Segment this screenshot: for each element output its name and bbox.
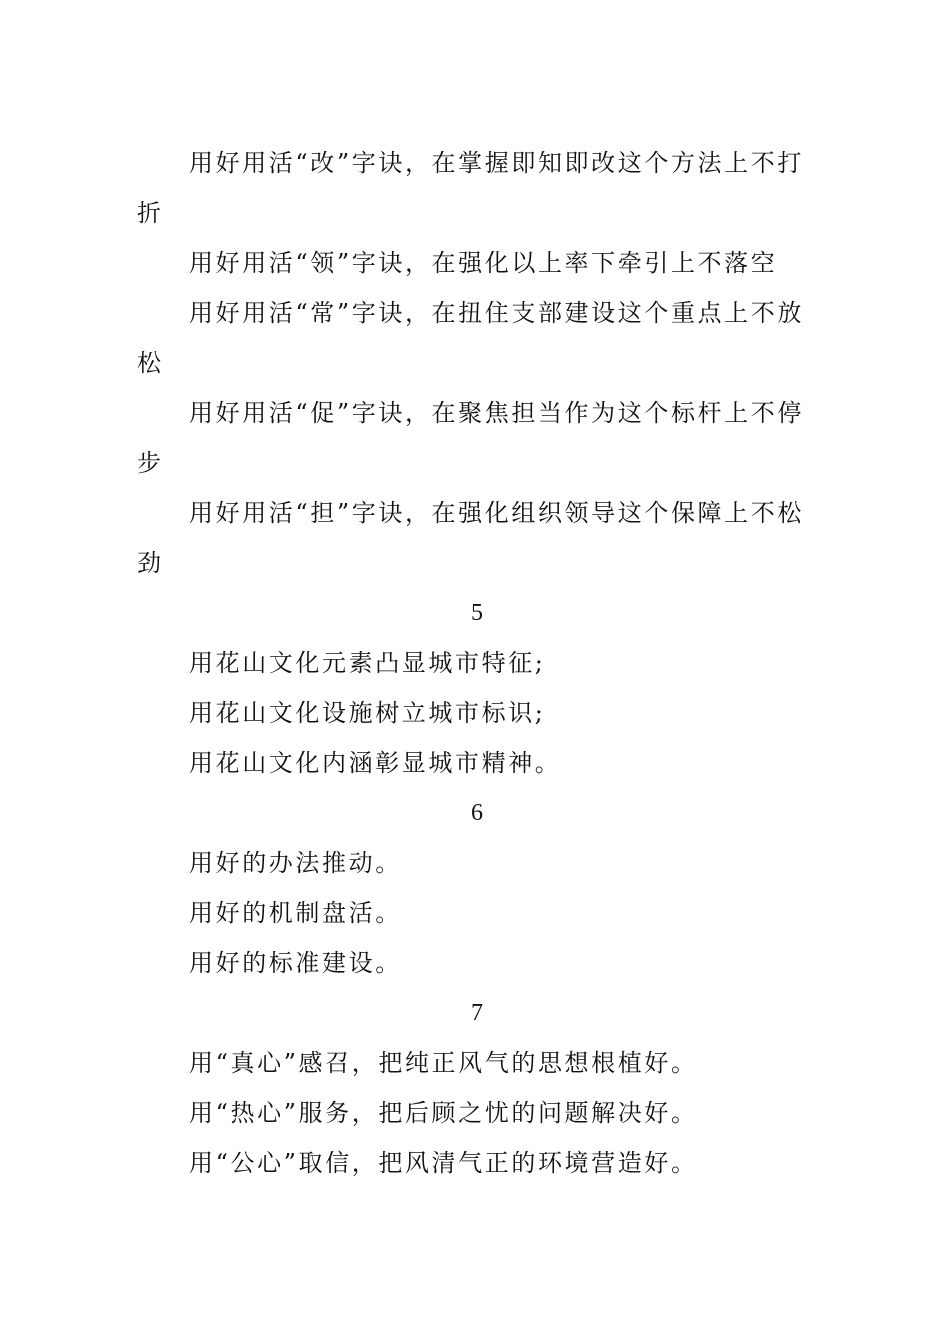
paragraph: 用好用活“担”字诀，在强化组织领导这个保障上不松劲 <box>137 499 804 577</box>
paragraph: 用好用活“促”字诀，在聚焦担当作为这个标杆上不停步 <box>137 399 804 477</box>
paragraph: 用花山文化设施树立城市标识; <box>189 699 546 727</box>
paragraph: 用“热心”服务，把后顾之忧的问题解决好。 <box>189 1099 698 1127</box>
paragraph: 用“真心”感召，把纯正风气的思想根植好。 <box>189 1049 698 1077</box>
paragraph: 用好的标准建设。 <box>189 949 402 977</box>
paragraph: 用花山文化元素凸显城市特征; <box>189 649 546 677</box>
document-body <box>137 138 817 1188</box>
section-number: 5 <box>471 600 483 626</box>
paragraph: 用好用活“领”字诀，在强化以上率下牵引上不落空 <box>189 249 778 277</box>
section-1 <box>137 138 817 588</box>
section-number: 7 <box>471 1000 483 1026</box>
paragraph: 用花山文化内涵彰显城市精神。 <box>189 749 562 777</box>
section-5 <box>137 588 817 788</box>
section-number: 6 <box>471 800 483 826</box>
section-6 <box>137 788 817 988</box>
paragraph: 用好的机制盘活。 <box>189 899 402 927</box>
paragraph: 用好的办法推动。 <box>189 849 402 877</box>
paragraph: 用好用活“常”字诀，在扭住支部建设这个重点上不放松 <box>137 299 804 377</box>
section-7 <box>137 988 817 1188</box>
paragraph: 用“公心”取信，把风清气正的环境营造好。 <box>189 1149 698 1177</box>
paragraph: 用好用活“改”字诀，在掌握即知即改这个方法上不打折 <box>137 149 804 227</box>
